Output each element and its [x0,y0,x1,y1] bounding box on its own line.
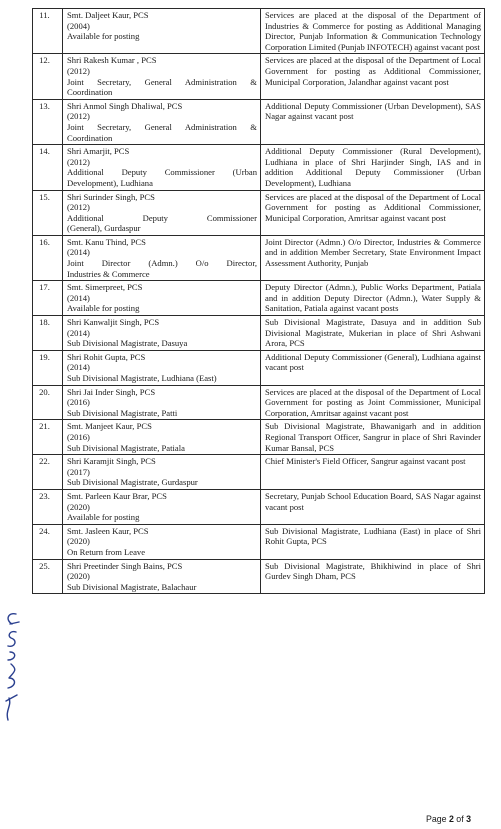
serial-number: 15. [39,191,50,202]
officer-batch: (2014) [67,247,90,258]
serial-number-cell [33,316,63,351]
serial-number-cell [33,455,63,490]
serial-number-cell [33,350,63,385]
officer-name: Shri Surinder Singh, PCS [67,191,155,202]
officer-cell [63,524,261,559]
current-posting-line: Sub Divisional Magistrate, Gurdaspur [67,477,198,488]
posting-orders-table [32,8,485,594]
officer-name: Smt. Jasleen Kaur, PCS [67,525,149,536]
current-posting [67,547,257,558]
serial-number: 11. [39,10,50,20]
current-posting-line: Sub Divisional Magistrate, Patiala [67,442,185,453]
new-posting-cell [261,385,485,420]
table-body [33,9,485,594]
serial-number: 20. [39,386,50,397]
new-posting-cell [261,190,485,235]
current-posting-line: (General), Gurdaspur [67,223,141,234]
officer-cell [63,9,261,54]
current-posting-line: Joint Director (Admn.) O/o Director, [67,258,257,269]
officer-name: Smt. Daljeet Kaur, PCS [67,10,149,20]
serial-number: 18. [39,317,50,328]
officer-cell [63,385,261,420]
current-posting [67,258,257,279]
new-posting: Chief Minister's Field Officer, Sangrur against vacant post [265,456,466,467]
officer-name: Shri Amarjit, PCS [67,146,130,157]
current-posting [67,77,257,98]
current-posting [67,477,257,488]
table-row [33,385,485,420]
officer-name: Shri Jai Inder Singh, PCS [67,386,156,397]
officer-cell [63,190,261,235]
serial-number-cell [33,281,63,316]
current-posting-line: Sub Divisional Magistrate, Balachaur [67,581,197,592]
page-label: Page [425,814,449,824]
new-posting: Sub Divisional Magistrate, Bhikhiwind in place of Shri Gurdev Singh Dham, PCS [265,560,481,582]
officer-name: Shri Anmol Singh Dhaliwal, PCS [67,100,183,111]
officer-name: Shri Rohit Gupta, PCS [67,351,146,362]
serial-number: 14. [39,146,50,157]
current-posting-line: On Return from Leave [67,546,146,557]
serial-number-cell [33,524,63,559]
table-row [33,281,485,316]
officer-batch: (2017) [67,466,90,477]
table-row [33,559,485,594]
new-posting: Sub Divisional Magistrate, Dasuya and in addition Sub Divisional Magistrate, Mukerian in place of Shri Ashwani Arora, PCS [265,317,481,349]
officer-cell [63,455,261,490]
officer-name: Smt. Manjeet Kaur, PCS [67,421,152,432]
table-row [33,455,485,490]
officer-batch: (2020) [67,571,90,582]
current-posting [67,122,257,143]
officer-name: Smt. Parleen Kaur Brar, PCS [67,490,167,501]
officer-cell [63,350,261,385]
officer-cell [63,54,261,99]
new-posting-cell [261,489,485,524]
table-row [33,190,485,235]
serial-number: 21. [39,421,50,432]
current-posting [67,408,257,419]
current-posting-line: Additional Deputy Commissioner (Urban [67,167,257,178]
page-number [426,814,471,824]
current-posting-line: Joint Secretary, General Administration & [67,121,257,132]
table-row [33,420,485,455]
officer-cell [63,316,261,351]
officer-name: Smt. Simerpreet, PCS [67,282,143,293]
serial-number-cell [33,559,63,594]
new-posting: Deputy Director (Admn.), Public Works Department, Patiala and in addition Deputy Director (Admn.), Water Supply & Sanitation, Patiala against vacant posts [265,282,481,314]
current-posting-line: Sub Divisional Magistrate, Ludhiana (East) [67,373,217,383]
new-posting-cell [261,145,485,190]
officer-batch: (2014) [67,362,90,373]
officer-batch: (2012) [67,111,90,122]
serial-number: 13. [39,100,50,111]
new-posting-cell [261,455,485,490]
new-posting: Additional Deputy Commissioner (Rural Development), Ludhiana in place of Shri Harjinder Singh, IAS and in addition Additional Deputy Commissioner (Urban Development), Ludhiana [265,146,481,188]
current-posting-line: Development), Ludhiana [67,177,153,188]
current-posting [67,213,257,234]
current-posting-line: Available for posting [67,512,140,523]
new-posting-cell [261,235,485,280]
current-posting-line: Available for posting [67,303,140,314]
new-posting: Services are placed at the disposal of the Department of Local Government for posting as Joint Commissioner, Municipal Corporation, Amritsar against vacant post [265,386,481,418]
new-posting-cell [261,524,485,559]
table-row [33,235,485,280]
current-posting [67,31,257,42]
new-posting-cell [261,9,485,54]
current-posting [67,167,257,188]
serial-number-cell [33,9,63,54]
serial-number: 23. [39,490,50,501]
new-posting: Sub Divisional Magistrate, Bhawanigarh and in addition Regional Transport Officer, Sangrur in place of Shri Ravinder Kumar Bansal, PCS [265,421,481,453]
serial-number-cell [33,190,63,235]
officer-name: Smt. Kanu Thind, PCS [67,236,146,247]
new-posting-cell [261,420,485,455]
table-row [33,54,485,99]
table-row [33,316,485,351]
officer-batch: (2016) [67,397,90,408]
handwritten-signature [2,606,24,724]
officer-batch: (2012) [67,65,90,76]
table-row [33,145,485,190]
serial-number: 16. [39,236,50,247]
serial-number-cell [33,99,63,144]
new-posting-cell [261,281,485,316]
serial-number-cell [33,420,63,455]
serial-number-cell [33,54,63,99]
current-posting-line: Sub Divisional Magistrate, Patti [67,407,178,418]
new-posting-cell [261,350,485,385]
serial-number: 25. [39,560,50,571]
serial-number-cell [33,385,63,420]
officer-batch: (2012) [67,202,90,213]
officer-cell [63,559,261,594]
serial-number: 24. [39,525,50,536]
new-posting: Sub Divisional Magistrate, Ludhiana (East) in place of Shri Rohit Gupta, PCS [265,525,481,547]
current-posting-line: Joint Secretary, General Administration & [67,76,257,87]
new-posting: Services are placed at the disposal of the Department of Local Government for posting as Additional Commissioner, Municipal Corporation, Amritsar against vacant post [265,191,481,223]
officer-batch: (2014) [67,292,90,303]
officer-cell [63,235,261,280]
new-posting-cell [261,54,485,99]
current-posting-line: Available for posting [67,31,140,42]
new-posting-cell [261,99,485,144]
current-posting [67,582,257,593]
table-row [33,489,485,524]
serial-number: 17. [39,282,50,293]
officer-name: Shri Karamjit Singh, PCS [67,456,156,467]
new-posting: Additional Deputy Commissioner (General), Ludhiana against vacant post [265,351,481,373]
table-row [33,524,485,559]
officer-name: Shri Preetinder Singh Bains, PCS [67,560,183,571]
new-posting: Services are placed at the disposal of the Department of Industries & Commerce for posting as Additional Managing Director, Punjab Information & Communication Technology Corporation Limited (Punjab INFOTECH) against vacant post [265,10,481,52]
new-posting-cell [261,316,485,351]
officer-batch: (2004) [67,20,90,31]
table-row [33,350,485,385]
current-posting [67,373,257,384]
current-posting-line: Sub Divisional Magistrate, Dasuya [67,338,188,349]
current-posting [67,512,257,523]
current-posting [67,443,257,454]
new-posting: Joint Director (Admn.) O/o Director, Industries & Commerce and in addition Member Secretary, State Environment Impact Assessment Authority, Punjab [265,236,481,269]
serial-number: 22. [39,456,50,467]
current-posting-line: Coordination [67,132,113,143]
officer-batch: (2020) [67,536,90,547]
current-posting-line: Additional Deputy Commissioner [67,212,257,223]
current-posting [67,338,257,349]
current-posting-line: Coordination [67,87,113,98]
officer-batch: (2020) [67,501,90,512]
total-pages: 3 [466,814,471,824]
serial-number: 12. [39,55,50,66]
current-posting [67,303,257,314]
table-row [33,99,485,144]
officer-cell [63,489,261,524]
new-posting-cell [261,559,485,594]
officer-cell [63,420,261,455]
officer-cell [63,281,261,316]
serial-number-cell [33,145,63,190]
current-posting-line: Industries & Commerce [67,268,150,279]
officer-cell [63,145,261,190]
serial-number-cell [33,235,63,280]
new-posting: Secretary, Punjab School Education Board, SAS Nagar against vacant post [265,490,481,512]
officer-name: Shri Kanwaljit Singh, PCS [67,317,160,328]
table-row [33,9,485,54]
serial-number: 19. [39,351,50,362]
new-posting: Additional Deputy Commissioner (Urban Development), SAS Nagar against vacant post [265,100,481,122]
current-page: 2 [448,814,454,824]
serial-number-cell [33,489,63,524]
officer-batch: (2012) [67,156,90,167]
officer-batch: (2014) [67,327,90,338]
page-of-label: of [453,814,467,824]
officer-name: Shri Rakesh Kumar , PCS [67,55,157,66]
officer-cell [63,99,261,144]
officer-batch: (2016) [67,431,90,442]
new-posting: Services are placed at the disposal of the Department of Local Government for posting as Additional Commissioner, Municipal Corporation, Jalandhar against vacant post [265,55,481,87]
